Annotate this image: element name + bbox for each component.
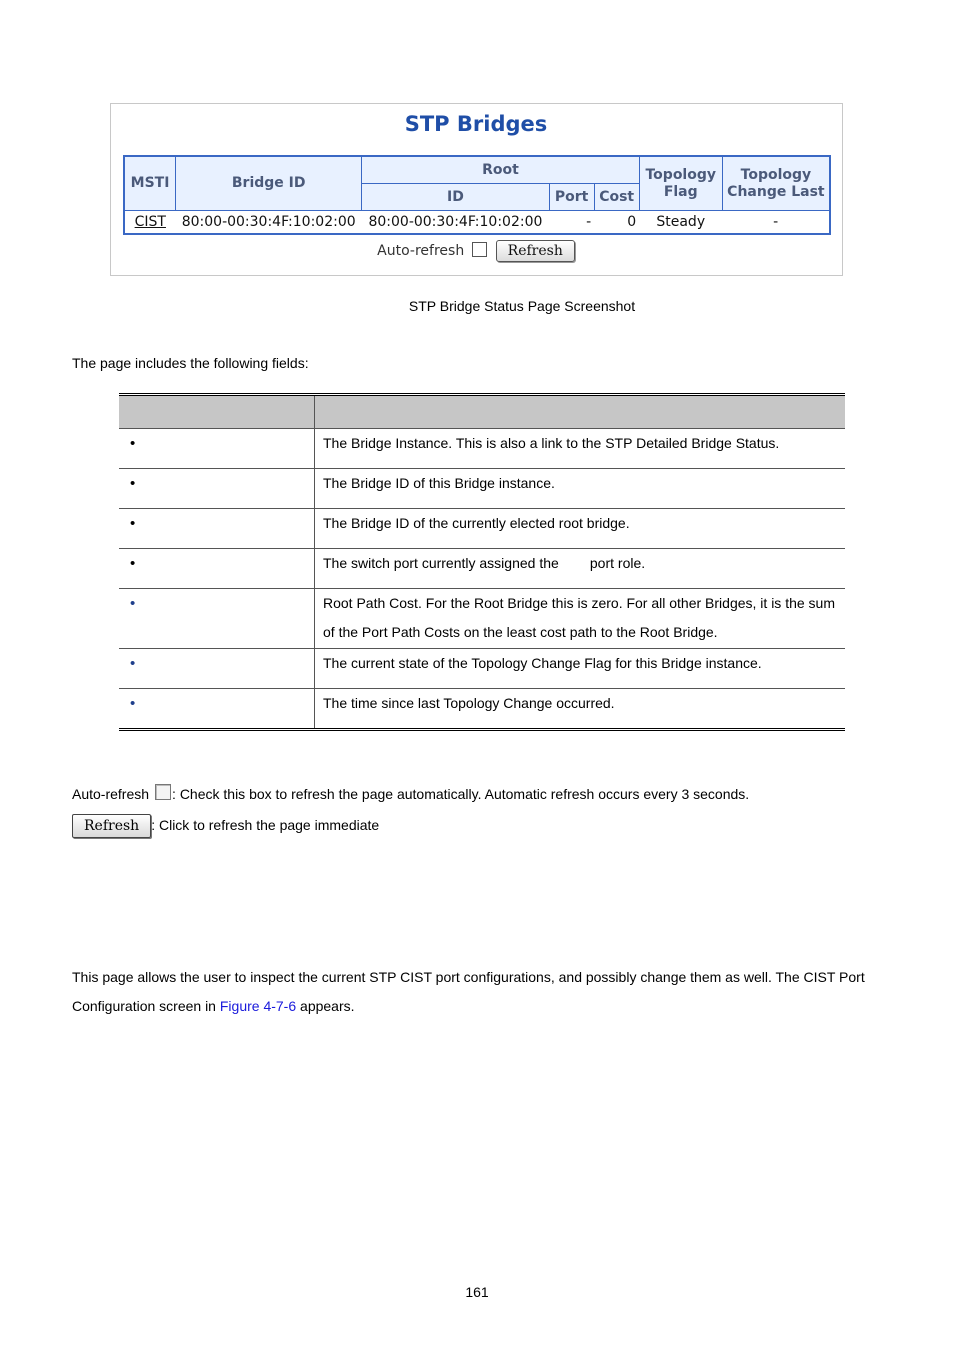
bullet-icon: •	[130, 655, 136, 672]
field-description: The Bridge ID of the currently elected root bridge.	[315, 509, 846, 549]
auto-refresh-paragraph	[72, 782, 749, 806]
table-row	[124, 211, 830, 235]
table-row	[119, 549, 845, 589]
refresh-controls	[111, 240, 841, 262]
table-row	[119, 429, 845, 469]
table-row	[119, 649, 845, 689]
field-description: The current state of the Topology Change Flag for this Bridge instance.	[315, 649, 846, 689]
auto-refresh-label: Auto-refresh	[377, 243, 465, 259]
field-description: The time since last Topology Change occurred.	[315, 689, 846, 730]
refresh-button-image: Refresh	[72, 814, 151, 838]
table-row	[119, 469, 845, 509]
msti-cist-link[interactable]: CIST	[134, 214, 166, 230]
fields-header-object	[119, 395, 315, 429]
header-bridge-id: Bridge ID	[176, 156, 362, 211]
header-root-cost: Cost	[594, 184, 639, 211]
stp-bridges-table	[123, 155, 831, 235]
bullet-icon: •	[130, 695, 136, 712]
stp-bridges-title: STP Bridges	[404, 112, 548, 136]
bullet-icon: •	[130, 595, 136, 612]
header-topology-flag: Topology Flag	[639, 156, 722, 211]
field-description: The Bridge Instance. This is also a link to the STP Detailed Bridge Status.	[315, 429, 846, 469]
auto-refresh-description: : Check this box to refresh the page automatically. Automatic refresh occurs every 3 seconds.	[172, 786, 750, 802]
header-topology-change-last: Topology Change Last	[722, 156, 830, 211]
field-description: The switch port currently assigned the port role.	[315, 549, 846, 589]
cell-root-cost: 0	[627, 214, 637, 230]
auto-refresh-checkbox[interactable]	[472, 242, 487, 257]
fields-table	[119, 393, 845, 731]
bullet-icon: •	[130, 435, 136, 452]
figure-caption: STP Bridge Status Page Screenshot	[408, 298, 636, 314]
field-description: Root Path Cost. For the Root Bridge this is zero. For all other Bridges, it is the sum of the Port Path Costs on the least cost path to the Root Bridge.	[315, 589, 846, 649]
cell-topology-flag: Steady	[656, 214, 706, 230]
header-root-id: ID	[362, 184, 549, 211]
bullet-icon: •	[130, 475, 136, 492]
page-number: 161	[465, 1284, 489, 1300]
stp-bridges-screenshot	[110, 103, 843, 276]
fields-header-description	[315, 395, 846, 429]
refresh-description: : Click to refresh the page immediate	[151, 817, 380, 833]
field-description: The Bridge ID of this Bridge instance.	[315, 469, 846, 509]
figure-link[interactable]: Figure 4-7-6	[219, 998, 297, 1014]
header-root: Root	[362, 156, 639, 184]
bullet-icon: •	[130, 555, 136, 572]
checkbox-icon	[155, 784, 171, 800]
refresh-button[interactable]: Refresh	[496, 240, 575, 262]
cell-root-port: -	[586, 214, 592, 230]
description-text-end: appears.	[296, 998, 355, 1014]
intro-text: The page includes the following fields:	[72, 355, 309, 371]
header-msti: MSTI	[124, 156, 176, 211]
header-root-port: Port	[549, 184, 594, 211]
cell-topology-change-last: -	[773, 214, 779, 230]
auto-refresh-term: Auto-refresh	[72, 786, 150, 802]
cist-port-description	[72, 963, 902, 1021]
table-row	[119, 509, 845, 549]
description-text: This page allows the user to inspect the current STP CIST port configurations, and possibly change them as well. The CIST Port Configuration screen in	[72, 969, 865, 1014]
table-row	[119, 689, 845, 730]
cell-root-id: 80:00-00:30:4F:10:02:00	[368, 214, 543, 230]
bullet-icon: •	[130, 515, 136, 532]
cell-bridge-id: 80:00-00:30:4F:10:02:00	[181, 214, 356, 230]
refresh-paragraph	[72, 814, 379, 838]
table-row	[119, 589, 845, 649]
